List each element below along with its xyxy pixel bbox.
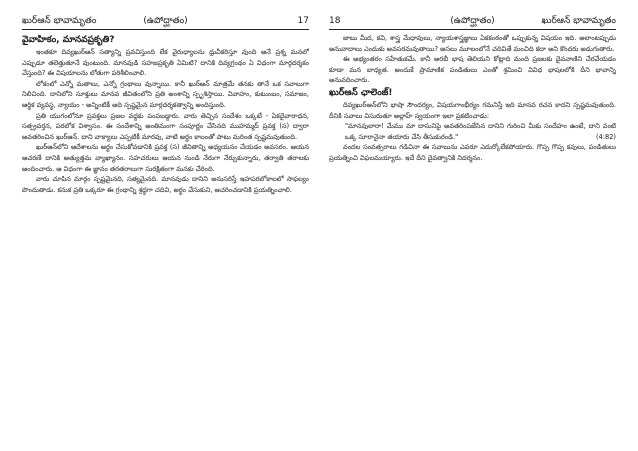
paragraph: ప్రతి యుగంలోనూ ప్రవక్తలు ప్రజల వద్దకు పంపబడ్డారు. వారు తెచ్చిన సందేశం ఒక్కటే - ఏకదైవారాధన, సత్ప్రవర్తన, పరలోక విశ్వాసం. ఈ సందేశాన్ని అంతిమంగా సంపూర్ణం చేసినది ముహమ్మద్ ప్రవక్త (స) ద్వారా అవతరించిన ఖుర్‌ఆన్. దాని వాక్యాలు ఎప్పటికీ మారవు, వాటి అర్థం కాలంతో పాటు మరింత స్పష్టమవుతుంది. (22, 111, 309, 141)
verse-quote (329, 121, 616, 142)
paragraph: లోకంలో ఎన్నో మతాలు, ఎన్నో గ్రంథాలు వున్నాయి. కానీ ఖుర్‌ఆన్ మాత్రమే తనకు తానే ఒక సవాలుగా నిలిచింది. దానిలోని సూక్తులు మానవ జీవితంలోని ప్రతి అంశాన్ని స్పృశిస్తాయి. వివాహం, కుటుంబం, సమాజం, ఆర్థిక వ్యవస్థ, న్యాయం - అన్నింటికీ అది స్పష్టమైన మార్గదర్శకత్వాన్ని అందిస్తుంది. (22, 79, 309, 109)
paragraph: వారు చూపిన మార్గం స్పష్టమైనది, సత్యమైనది. మానవుడు దానిని అనుసరిస్తే ఇహపరలోకాలలో సాఫల్యం పొందుతాడు. కనుక ప్రతి ఒక్కరూ ఈ గ్రంథాన్ని శ్రద్ధగా చదివి, అర్థం చేసుకుని, ఆచరించడానికి ప్రయత్నించాలి. (22, 175, 309, 194)
paragraph: జాబు మీద, కవి, శాస్త్ర మేధావులు, న్యాయశాస్త్రజ్ఞులు ఏకకంఠంతో ఒప్పుకున్న విషయం ఇది. అలాంటప్పుడు అనువాదాలు ఎందుకు అవసరమవుతాయి? అసలు మూలంలోనే చదివితే మంచిది కదా అని కొందరు అడుగుతారు. (329, 34, 616, 53)
paragraph: వందల సంవత్సరాలు గడిచినా ఈ సవాలును ఎవరూ ఎదుర్కోలేకపోయారు. గొప్ప గొప్ప కవులు, పండితులు ప్రయత్నించి విఫలమయ్యారు. ఇదే దీని దైవత్వానికి నిదర్శనం. (329, 143, 616, 162)
paragraph: ఇంతకూ దివ్యఖుర్‌ఆన్ సత్యాన్ని ప్రవచిస్తుంది లేక వైరుధ్యాలను ధ్రువీకరిస్తూ వుంది అనే ప్రశ్న మనలో ఎప్పుడూ తలెత్తుతూనే వుంటుంది. మానవుడి సహజప్రకృతి ఏమిటి? దానికి దివ్యగ్రంథం ఏ విధంగా మార్గదర్శకం చేస్తుంది? ఈ విషయాలను లోతుగా పరిశీలించాలి. (22, 48, 309, 78)
page-number: 17 (297, 16, 309, 26)
section-label: (ఉపోద్ఘాతం) (450, 16, 495, 26)
running-title: ఖుర్‌ఆన్ భావామృతం (22, 16, 97, 26)
page-number: 18 (329, 16, 341, 26)
page-body (329, 30, 616, 164)
right-page (329, 14, 616, 438)
paragraph: దివ్యఖుర్‌ఆన్‌లోని భాషా సౌందర్యం, విషయగాంభీర్యం గమనిస్తే ఇది మానవ రచన కాదని స్పష్టమవుతుంది. దీనికి సవాలు విసురుతూ అల్లాహ్ స్వయంగా ఇలా ప్రకటించాడు: (329, 100, 616, 120)
page-body (22, 30, 309, 195)
section-label: (ఉపోద్ఘాతం) (143, 16, 188, 26)
section-heading: ఖుర్‌ఆన్ ఛాలెంజ్! (329, 87, 393, 98)
page-header (22, 14, 309, 30)
verse-reference: (4:82) (596, 132, 616, 141)
paragraph: ఖుర్‌ఆన్‌లోని ఆదేశాలను అర్థం చేసుకోవడానికి ప్రవక్త (స) జీవితాన్ని అధ్యయనం చేయడం అవసరం. ఆయన ఆచరణే దానికి అత్యుత్తమ వ్యాఖ్యానం. సహచరులు ఆయన నుండి నేరుగా నేర్చుకున్నారు, తర్వాతి తరాలకు అందించారు. ఆ విధంగా ఈ జ్ఞానం తరతరాలుగా సురక్షితంగా మనకు చేరింది. (22, 143, 309, 173)
page-header (329, 14, 616, 30)
paragraph: ఈ అభ్యంతరం సహేతుకమే. కానీ అరబీ భాష తెలియని కోట్లాది మంది ప్రజలకు దైవవాణిని చేరవేయడం కూడా మన బాధ్యత. అందుకే ప్రామాణిక పండితులు ఎంతో శ్రమించి వివిధ భాషలలోకి దీని భావాన్ని అనువదించారు. (329, 55, 616, 85)
running-title: ఖుర్‌ఆన్ భావామృతం (541, 16, 616, 26)
section-heading: వైవాహికం, మానవప్రకృతి? (22, 35, 115, 45)
left-page (22, 14, 309, 438)
verse-text: "మానవులారా! మేము మా దాసునిపై అవతరింపజేసిన దానిని గురించి మీకు సందేహం ఉంటే, దాని వంటి ఒక్క సూరానైనా తయారు చేసి తీసుకురండి." (345, 122, 616, 141)
